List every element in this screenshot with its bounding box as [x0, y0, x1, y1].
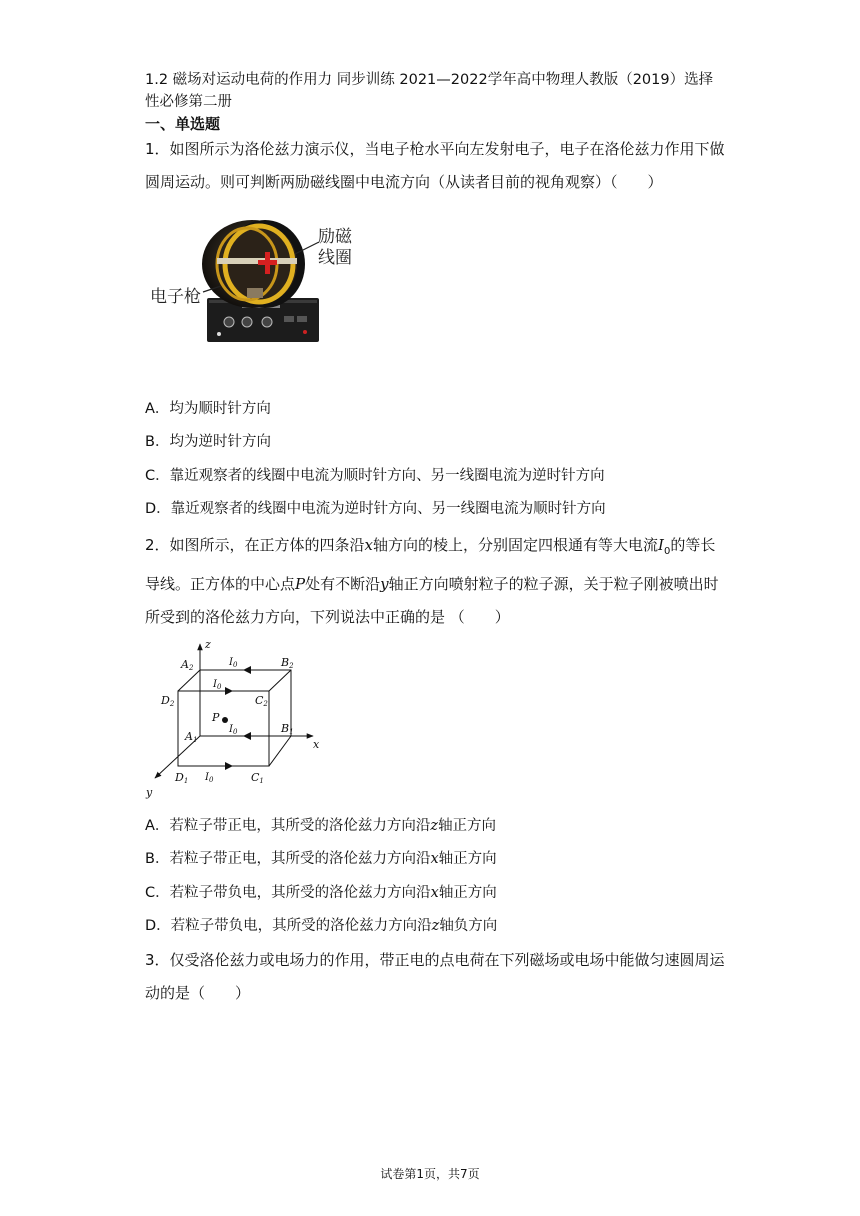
label-c1: C1	[251, 771, 264, 785]
option-text: D．若粒子带负电，其所受的洛伦兹力方向沿	[145, 918, 432, 934]
current-arrow-d2c2	[225, 687, 233, 695]
question-1-option-a: A．均为顺时针方向	[145, 401, 271, 417]
label-current-back-bottom: $I_0$	[229, 724, 238, 736]
label-d2: D2	[161, 694, 175, 708]
option-text-end: 轴正方向	[438, 818, 497, 834]
q2-text-4: 处有不断沿	[305, 575, 381, 593]
question-2-option-d	[145, 916, 497, 936]
current-arrow-a1b1	[243, 732, 251, 740]
question-1-option-c: C．靠近观察者的线圈中电流为顺时针方向、另一线圈电流为逆时针方向	[145, 468, 605, 484]
label-d1: D1	[175, 771, 189, 785]
question-2-stem	[145, 529, 725, 634]
label-y: y	[146, 786, 153, 799]
label-p: P	[212, 711, 220, 724]
option-text: C．若粒子带负电，其所受的洛伦兹力方向沿	[145, 885, 431, 901]
current-arrow-a2b2	[243, 666, 251, 674]
document-title: 1.2 磁场对运动电荷的作用力 同步训练 2021—2022学年高中物理人教版（2019）选择性必修第二册	[145, 72, 714, 110]
q2-point-p: P	[295, 575, 306, 593]
option-text: A．若粒子带正电，其所受的洛伦兹力方向沿	[145, 818, 431, 834]
label-current-front-bottom: $I_0$	[205, 772, 214, 784]
label-c2: C2	[255, 694, 268, 708]
q2-text-3: 的等长导线。正方体的中心点	[145, 536, 716, 593]
q2-axis-y: y	[380, 575, 389, 593]
question-1-option-b: B．均为逆时针方向	[145, 434, 271, 450]
knob-3	[262, 317, 272, 327]
option-axis: z	[431, 918, 440, 934]
section-heading: 一、单选题	[145, 115, 221, 133]
q2-text-5: 轴正方向喷射粒子的粒子源，关于粒子刚被喷出时所受到的洛伦兹力方向，下列说法中正确的是 （ ）	[145, 575, 719, 626]
option-axis: z	[430, 818, 439, 834]
label-b2: B2	[281, 656, 294, 670]
q2-current-subscript: 0	[663, 546, 671, 557]
question-2-option-b	[145, 849, 497, 869]
option-text-end: 轴负方向	[439, 918, 498, 934]
question-1-stem: 1．如图所示为洛伦兹力演示仪，当电子枪水平向左发射电子，电子在洛伦兹力作用下做圆周运动。则可判断两励磁线圈中电流方向（从读者目前的视角观察）（ ）	[145, 140, 725, 191]
label-b1: B1	[281, 722, 294, 736]
q2-axis-x: x	[364, 536, 374, 554]
option-axis: x	[430, 851, 439, 867]
point-p	[222, 717, 228, 723]
label-current-top: $I_0$	[229, 657, 238, 669]
electron-gun-label: 电子枪	[150, 287, 201, 307]
option-text-end: 轴正方向	[438, 885, 497, 901]
question-1-option-d: D．靠近观察者的线圈中电流为逆时针方向、另一线圈电流为顺时针方向	[145, 501, 606, 517]
option-text: B．若粒子带正电，其所受的洛伦兹力方向沿	[145, 851, 431, 867]
coil-label-line-1: 励磁	[318, 227, 352, 247]
option-text-end: 轴正方向	[438, 851, 497, 867]
question-3-stem: 3．仅受洛伦兹力或电场力的作用，带正电的点电荷在下列磁场或电场中能做匀速圆周运动的是（ ）	[145, 951, 725, 1002]
page-footer: 试卷第1页，共7页	[380, 1167, 480, 1181]
knob-2	[242, 317, 252, 327]
q2-current-symbol: I	[658, 536, 664, 554]
current-arrow-d1c1	[225, 762, 233, 770]
cube-wire-figure	[143, 636, 323, 801]
knob-1	[224, 317, 234, 327]
q2-text-1: 2．如图所示，在正方体的四条沿	[145, 536, 365, 554]
coil-label-line-2: 线圈	[318, 248, 352, 268]
lorentz-force-apparatus-figure	[147, 212, 362, 347]
q2-text-2: 轴方向的棱上，分别固定四根通有等大电流	[373, 536, 659, 554]
question-2-option-c	[145, 883, 497, 903]
label-x: x	[313, 738, 320, 751]
label-a1: A1	[185, 730, 198, 744]
label-a2: A2	[181, 658, 194, 672]
label-z: z	[205, 638, 211, 651]
question-2-option-a	[145, 816, 496, 836]
label-current-front-top: $I_0$	[213, 679, 222, 691]
option-axis: x	[430, 885, 439, 901]
